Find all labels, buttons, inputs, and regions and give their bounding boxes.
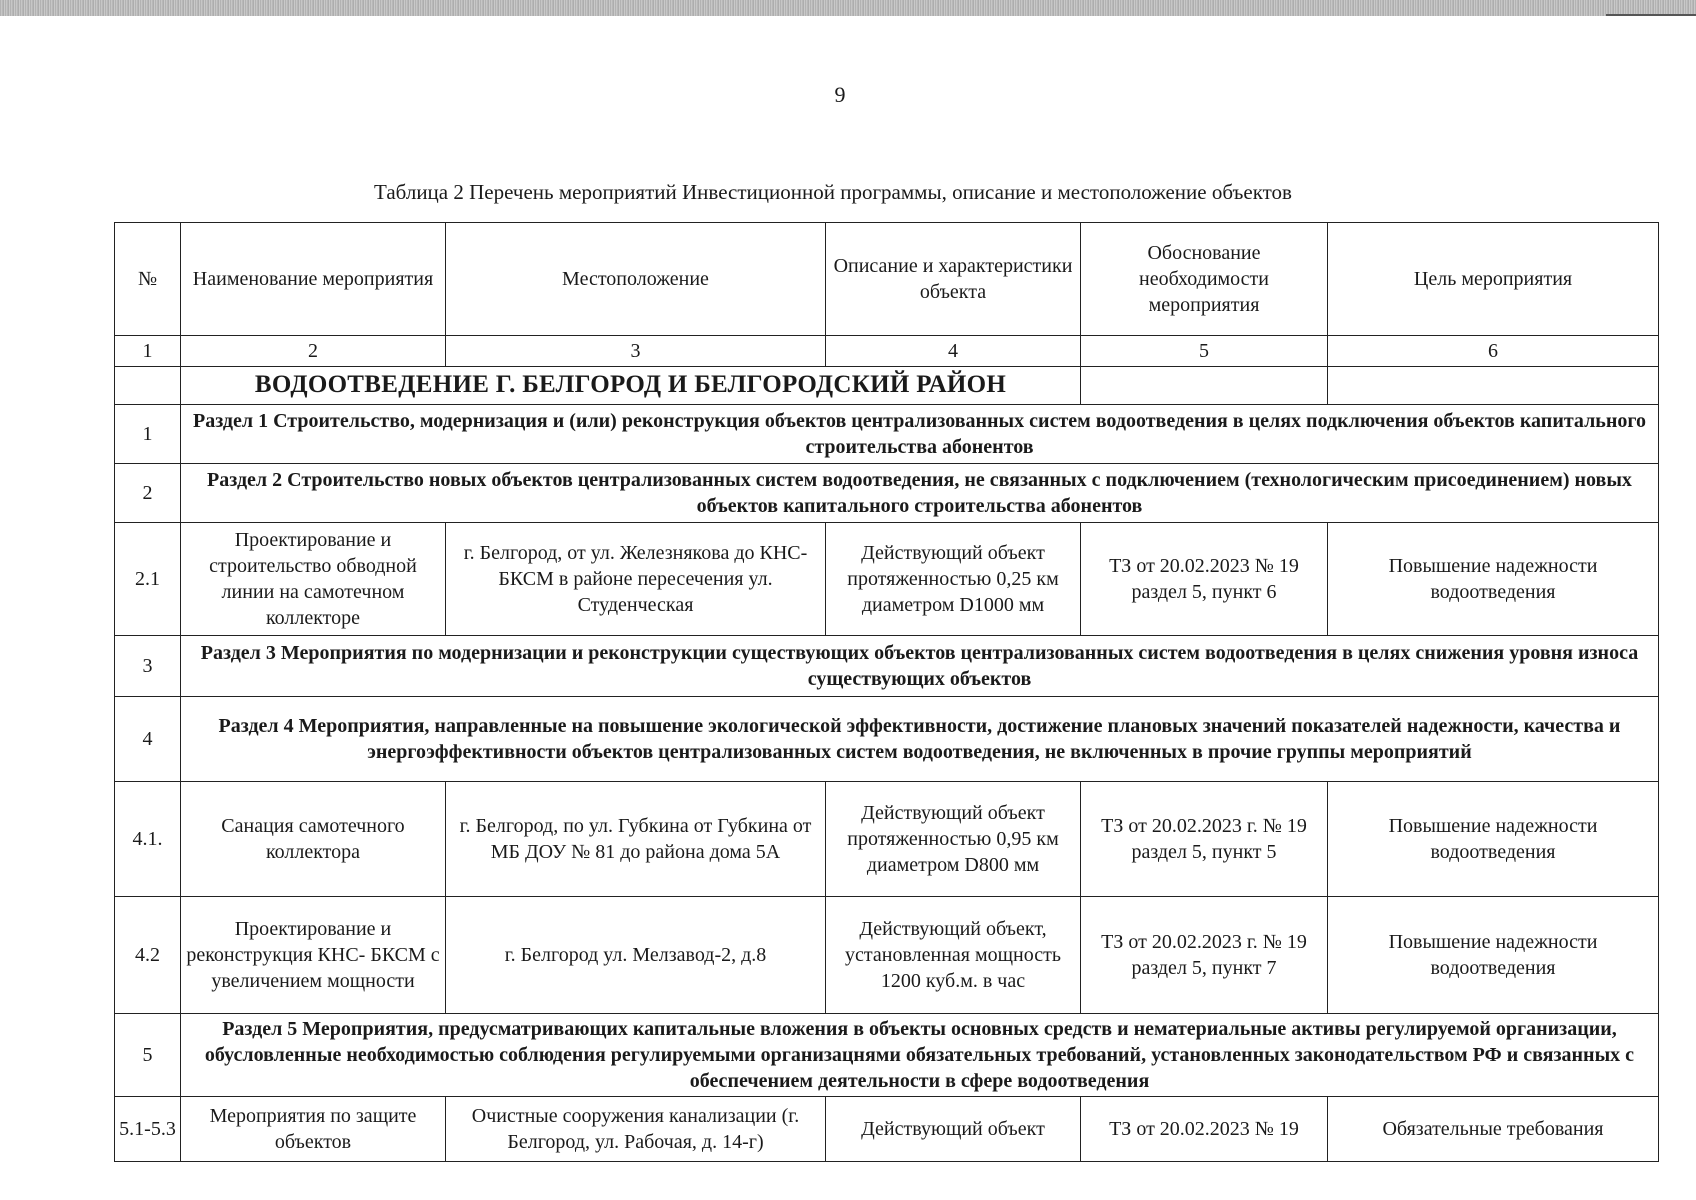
cell-name: Проектирование и строительство обводной линии на самотечном коллекторе xyxy=(181,522,446,635)
header-cell-justification: Обоснование необходимости мероприятия xyxy=(1081,223,1328,336)
cell-justification: ТЗ от 20.02.2023 № 19 раздел 5, пункт 6 xyxy=(1081,522,1328,635)
cell-name: Проектирование и реконструкция КНС- БКСМ с увеличением мощности xyxy=(181,896,446,1013)
scan-artifact-line xyxy=(1606,14,1696,16)
cell-location: Очистные сооружения канализации (г. Белгород, ул. Рабочая, д. 14-г) xyxy=(446,1096,826,1161)
section-row xyxy=(115,1013,1659,1096)
row-number: 4.2 xyxy=(115,896,181,1013)
row-number: 2.1 xyxy=(115,522,181,635)
page-number: 9 xyxy=(834,82,846,107)
column-number: 3 xyxy=(446,336,826,367)
cell-location: г. Белгород, от ул. Железнякова до КНС-БКСМ в районе пересечения ул. Студенческая xyxy=(446,522,826,635)
row-number: 5.1-5.3 xyxy=(115,1096,181,1161)
header-cell-description: Описание и характеристики объекта xyxy=(826,223,1081,336)
header-cell-name: Наименование мероприятия xyxy=(181,223,446,336)
cell-location: г. Белгород, по ул. Губкина от Губкина от МБ ДОУ № 81 до района дома 5А xyxy=(446,781,826,896)
group-heading: ВОДООТВЕДЕНИЕ Г. БЕЛГОРОД И БЕЛГОРОДСКИЙ РАЙОН xyxy=(181,367,1081,405)
row-number: 4 xyxy=(115,696,181,781)
section-row xyxy=(115,635,1659,696)
column-number: 2 xyxy=(181,336,446,367)
section-row xyxy=(115,696,1659,781)
row-number: 4.1. xyxy=(115,781,181,896)
header-row xyxy=(115,223,1659,336)
header-cell-location: Местоположение xyxy=(446,223,826,336)
column-number: 4 xyxy=(826,336,1081,367)
cell-goal: Повышение надежности водоотведения xyxy=(1328,781,1659,896)
cell-goal: Повышение надежности водоотведения xyxy=(1328,896,1659,1013)
row-number: 3 xyxy=(115,635,181,696)
column-number-row xyxy=(115,336,1659,367)
section-title: Раздел 2 Строительство новых объектов централизованных систем водоотведения, не связанных с подключением (технологическим присоединением) новых объектов капитального строительства абонентов xyxy=(181,463,1659,522)
cell-goal: Обязательные требования xyxy=(1328,1096,1659,1161)
cell-justification: ТЗ от 20.02.2023 г. № 19 раздел 5, пункт 7 xyxy=(1081,896,1328,1013)
group-heading-row xyxy=(115,367,1659,405)
scan-artifact-strip xyxy=(0,0,1696,16)
section-title: Раздел 3 Мероприятия по модернизации и реконструкции существующих объектов централизованных систем водоотведения в целях снижения уровня износа существующих объектов xyxy=(181,635,1659,696)
section-row xyxy=(115,404,1659,463)
header-cell-number: № xyxy=(115,223,181,336)
row-number: 1 xyxy=(115,404,181,463)
empty-cell xyxy=(115,367,181,405)
column-number: 5 xyxy=(1081,336,1328,367)
empty-cell xyxy=(1081,367,1328,405)
table-caption: Таблица 2 Перечень мероприятий Инвестиционной программы, описание и местоположение объектов xyxy=(374,180,1292,204)
column-number: 6 xyxy=(1328,336,1659,367)
column-number: 1 xyxy=(115,336,181,367)
table-row xyxy=(115,896,1659,1013)
cell-description: Действующий объект, установленная мощность 1200 куб.м. в час xyxy=(826,896,1081,1013)
cell-name: Санация самотечного коллектора xyxy=(181,781,446,896)
table-row xyxy=(115,1096,1659,1161)
section-title: Раздел 5 Мероприятия, предусматривающих капитальные вложения в объекты основных средств и нематериальные активы регулируемой организации, обусловленные необходимостью соблюдения регулируемыми организацнями обязательных требований, установленных законодательством РФ и связанных с обеспечением деятельности в сфере водоотведения xyxy=(181,1013,1659,1096)
row-number: 2 xyxy=(115,463,181,522)
cell-description: Действующий объект xyxy=(826,1096,1081,1161)
table-row xyxy=(115,522,1659,635)
cell-goal: Повышение надежности водоотведения xyxy=(1328,522,1659,635)
cell-justification: ТЗ от 20.02.2023 № 19 xyxy=(1081,1096,1328,1161)
cell-justification: ТЗ от 20.02.2023 г. № 19 раздел 5, пункт 5 xyxy=(1081,781,1328,896)
header-cell-goal: Цель мероприятия xyxy=(1328,223,1659,336)
investment-program-table xyxy=(114,222,1659,1162)
table-row xyxy=(115,781,1659,896)
cell-description: Действующий объект протяженностью 0,95 км диаметром D800 мм xyxy=(826,781,1081,896)
cell-name: Мероприятия по защите объектов xyxy=(181,1096,446,1161)
empty-cell xyxy=(1328,367,1659,405)
cell-description: Действующий объект протяженностью 0,25 км диаметром D1000 мм xyxy=(826,522,1081,635)
section-title: Раздел 4 Мероприятия, направленные на повышение экологической эффективности, достижение плановых значений показателей надежности, качества и энергоэффективности объектов централизованных систем водоотведения, не включенных в прочие группы мероприятий xyxy=(181,696,1659,781)
section-title: Раздел 1 Строительство, модернизация и (или) реконструкция объектов централизованных систем водоотведения в целях подключения объектов капитального строительства абонентов xyxy=(181,404,1659,463)
cell-location: г. Белгород ул. Мелзавод-2, д.8 xyxy=(446,896,826,1013)
section-row xyxy=(115,463,1659,522)
row-number: 5 xyxy=(115,1013,181,1096)
